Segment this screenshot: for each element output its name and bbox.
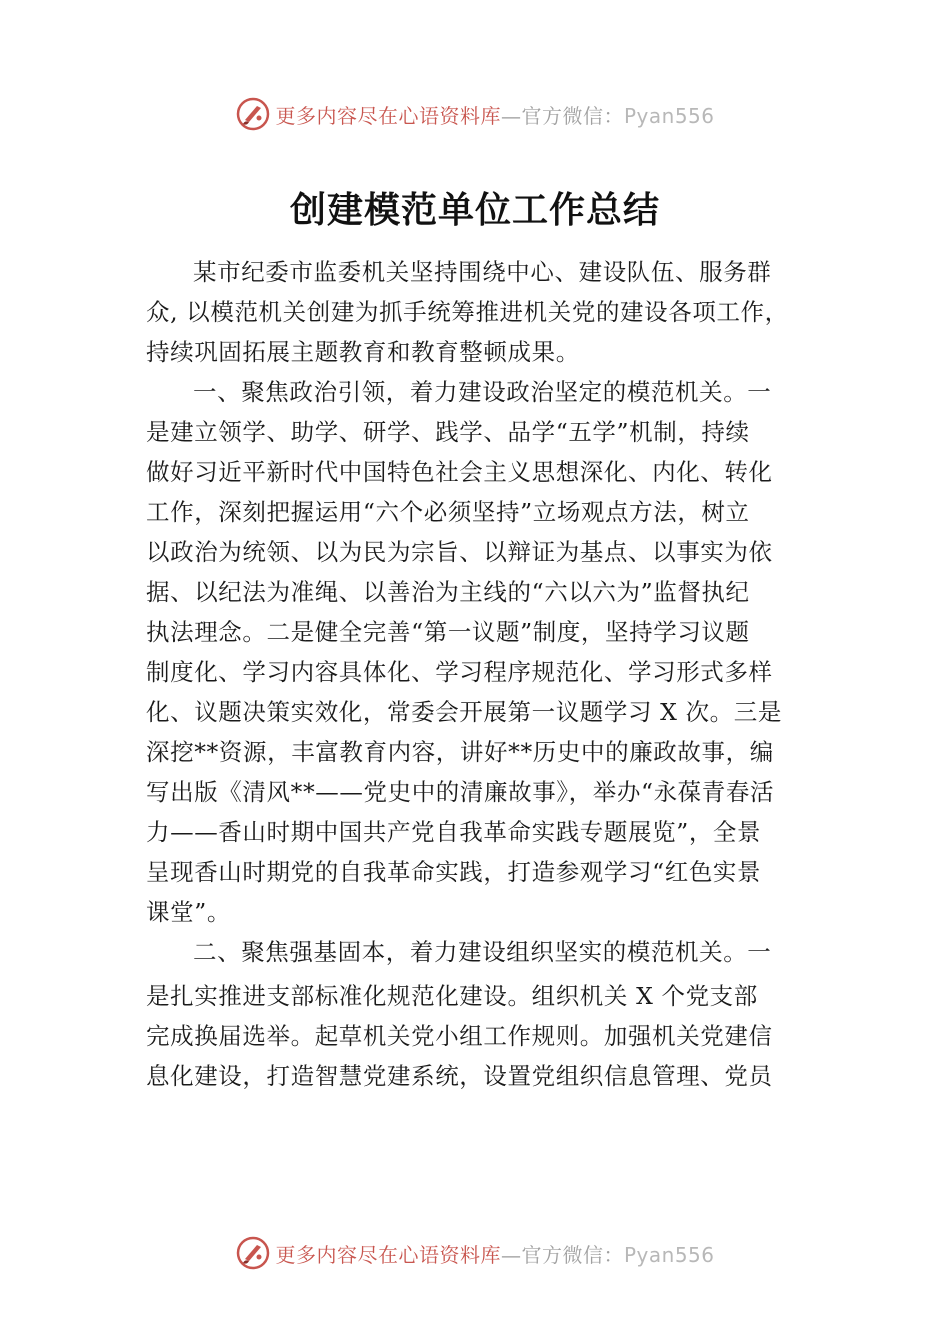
body-line: 据、以纪法为准绳、以善治为主线的“六以六为”监督执纪: [146, 578, 750, 606]
document-title: 创建模范单位工作总结: [289, 189, 660, 231]
body-line: 力——香山时期中国共产党自我革命实践专题展览”，全景: [146, 818, 762, 846]
watermark-separator: —: [500, 1242, 522, 1267]
watermark-label: 官方微信：: [521, 1242, 624, 1267]
body-line: 某市纪委市监委机关坚持围绕中心、建设队伍、服务群: [193, 258, 772, 286]
body-line: 是建立领学、助学、研学、践学、品学“五学”机制，持续: [146, 418, 750, 446]
brush-logo-icon: [235, 96, 271, 132]
body-line: 化、议题决策实效化，常委会开展第一议题学习 X 次。三是: [146, 698, 782, 726]
body-line: 是扎实推进支部标准化规范化建设。组织机关 X 个党支部: [146, 982, 758, 1010]
body-line: 深挖**资源，丰富教育内容，讲好**历史中的廉政故事，编: [146, 738, 774, 766]
watermark-separator: —: [500, 103, 522, 128]
watermark-wechat-id: Pyan556: [623, 1242, 715, 1267]
footer-watermark: [0, 1233, 950, 1273]
body-line: 一、聚焦政治引领，着力建设政治坚定的模范机关。一: [193, 378, 772, 406]
document-body: [146, 252, 806, 1096]
body-line: 执法理念。二是健全完善“第一议题”制度，坚持学习议题: [146, 618, 750, 646]
body-line: 息化建设，打造智慧党建系统，设置党组织信息管理、党员: [146, 1062, 773, 1090]
watermark-text-block: [275, 100, 714, 129]
watermark-text-block: [275, 1239, 714, 1268]
brush-logo-icon: [235, 1235, 271, 1271]
body-line: 写出版《清风**——党史中的清廉故事》，举办“永葆青春活: [146, 778, 775, 806]
header-watermark: [0, 94, 950, 134]
body-line: 完成换届选举。起草机关党小组工作规则。加强机关党建信: [146, 1022, 773, 1050]
body-line: 持续巩固拓展主题教育和教育整顿成果。: [146, 338, 580, 366]
body-line: 呈现香山时期党的自我革命实践，打造参观学习“红色实景: [146, 858, 762, 886]
watermark-wechat-id: Pyan556: [623, 103, 715, 128]
body-line: 众, 以模范机关创建为抓手统筹推进机关党的建设各项工作，: [146, 298, 789, 326]
body-line: 二、聚焦强基固本，着力建设组织坚实的模范机关。一: [193, 938, 772, 966]
body-line: 做好习近平新时代中国特色社会主义思想深化、内化、转化: [146, 458, 773, 486]
watermark-text: 更多内容尽在心语资料库: [275, 103, 501, 128]
body-line: 课堂”。: [146, 898, 231, 926]
body-line: 工作，深刻把握运用“六个必须坚持”立场观点方法，树立: [146, 498, 750, 526]
body-line: 以政治为统领、以为民为宗旨、以辩证为基点、以事实为依: [146, 538, 773, 566]
watermark-label: 官方微信：: [521, 103, 624, 128]
body-line: 制度化、学习内容具体化、学习程序规范化、学习形式多样: [146, 658, 773, 686]
watermark-text: 更多内容尽在心语资料库: [275, 1242, 501, 1267]
